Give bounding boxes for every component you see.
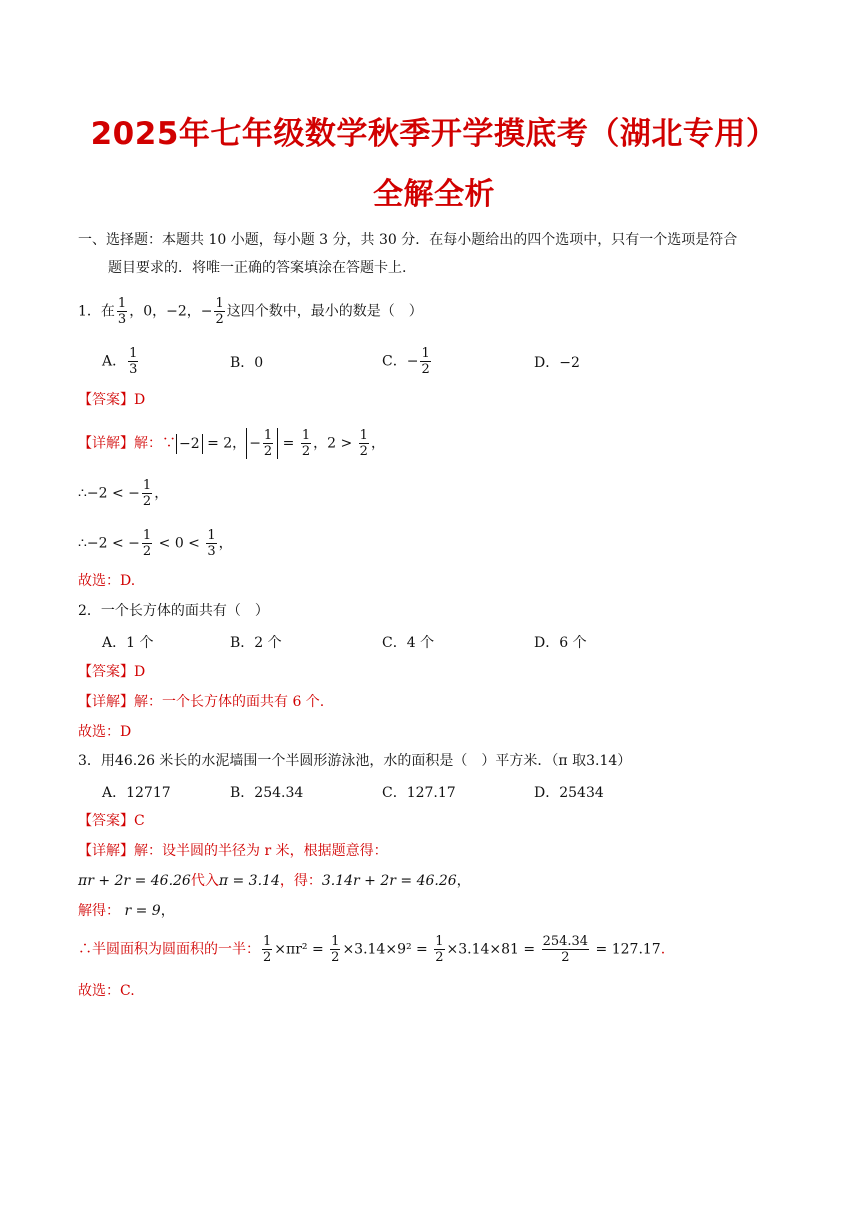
question-1-step-3: ∴−2 < − $\frac{1}{2}$ < 0 < $\frac{1}{3}$ ，	[78, 528, 233, 559]
question-1-stem: 1．在 $\frac{1}{3}$ ，0，−2，− $\frac{1}{2}$ 这四个数中，最小的数是（ ）	[78, 296, 423, 327]
question-1-step-2: ∴−2 < − $\frac{1}{2}$ ，	[78, 478, 169, 509]
question-1-option-a: A． $\frac{1}{3}$	[102, 346, 138, 377]
fraction: $\frac{1}{2}$	[215, 296, 224, 327]
fraction: $\frac{1}{3}$	[207, 528, 216, 559]
document-title: 2025年七年级数学秋季开学摸底考（湖北专用）	[90, 116, 778, 152]
question-2-option-a: A．1 个	[102, 635, 154, 651]
question-2-option-c: C．4 个	[382, 635, 435, 651]
question-3-choice: 故选：C.	[78, 983, 135, 999]
fraction: $\frac{1}{2}$	[263, 428, 273, 459]
question-3-stem: 3．用46.26 米长的水泥墙围一个半圆形游泳池，水的面积是（ ）平方米．（π 取3.14）	[78, 753, 632, 769]
question-3-equation-3: ∴半圆面积为圆面积的一半： $\frac{1}{2}$ ×πr² = $\frac{1}{2}$ ×3.14×9² = $\frac{1}{2}$ ×3.14×81 = $\frac{254.34}{2}$ = 127.17.	[78, 934, 666, 965]
question-2-stem: 2．一个长方体的面共有（ ）	[78, 603, 269, 619]
question-2-choice: 故选：D	[78, 724, 132, 740]
question-3-option-d: D．25434	[534, 785, 604, 801]
question-2-option-d: D．6 个	[534, 635, 587, 651]
question-1-option-d: D．−2	[534, 355, 580, 371]
fraction: $\frac{1}{2}$	[263, 934, 272, 965]
absolute-value: − $\frac{1}{2}$	[246, 428, 278, 459]
fraction: $\frac{1}{2}$	[359, 428, 368, 459]
fraction: $\frac{1}{2}$	[142, 528, 152, 559]
fraction: $\frac{1}{2}$	[301, 428, 311, 459]
question-3-option-c: C．127.17	[382, 785, 456, 801]
question-1-detail: 【详解】解：∵ −2 = 2， − $\frac{1}{2}$ = $\frac{1}{2}$ ，2 > $\frac{1}{2}$ ，	[78, 428, 385, 459]
section-instructions-line2: 题目要求的．将唯一正确的答案填涂在答题卡上.	[108, 260, 407, 276]
question-3-option-a: A．12717	[102, 785, 171, 801]
question-1-option-b: B．0	[230, 355, 264, 371]
absolute-value: −2	[176, 434, 203, 454]
fraction: $\frac{1}{2}$	[421, 346, 430, 377]
fraction: $\frac{1}{3}$	[129, 346, 138, 377]
question-2-option-b: B．2 个	[230, 635, 282, 651]
question-1-choice: 故选：D.	[78, 573, 136, 589]
fraction: $\frac{1}{2}$	[142, 478, 152, 509]
question-3-equation-1: πr + 2r = 46.26代入π = 3.14，得：3.14r + 2r = 46.26，	[78, 873, 471, 889]
question-3-detail: 【详解】解：设半圆的半径为 r 米，根据题意得：	[78, 843, 388, 859]
fraction: $\frac{254.34}{2}$	[542, 934, 589, 965]
question-1-answer: 【答案】D	[78, 392, 146, 408]
question-2-answer: 【答案】D	[78, 664, 146, 680]
question-3-option-b: B．254.34	[230, 785, 304, 801]
fraction: $\frac{1}{2}$	[331, 934, 340, 965]
question-3-equation-2: 解得： r = 9，	[78, 903, 175, 919]
fraction: $\frac{1}{3}$	[117, 296, 127, 327]
question-3-answer: 【答案】C	[78, 813, 145, 829]
section-instructions-line1: 一、选择题：本题共 10 小题，每小题 3 分，共 30 分．在每小题给出的四个选项中，只有一个选项是符合	[78, 232, 738, 248]
question-2-detail: 【详解】解：一个长方体的面共有 6 个.	[78, 694, 325, 710]
question-1-option-c: C．− $\frac{1}{2}$	[382, 346, 430, 377]
fraction: $\frac{1}{2}$	[435, 934, 444, 965]
document-subtitle: 全解全析	[373, 177, 495, 212]
